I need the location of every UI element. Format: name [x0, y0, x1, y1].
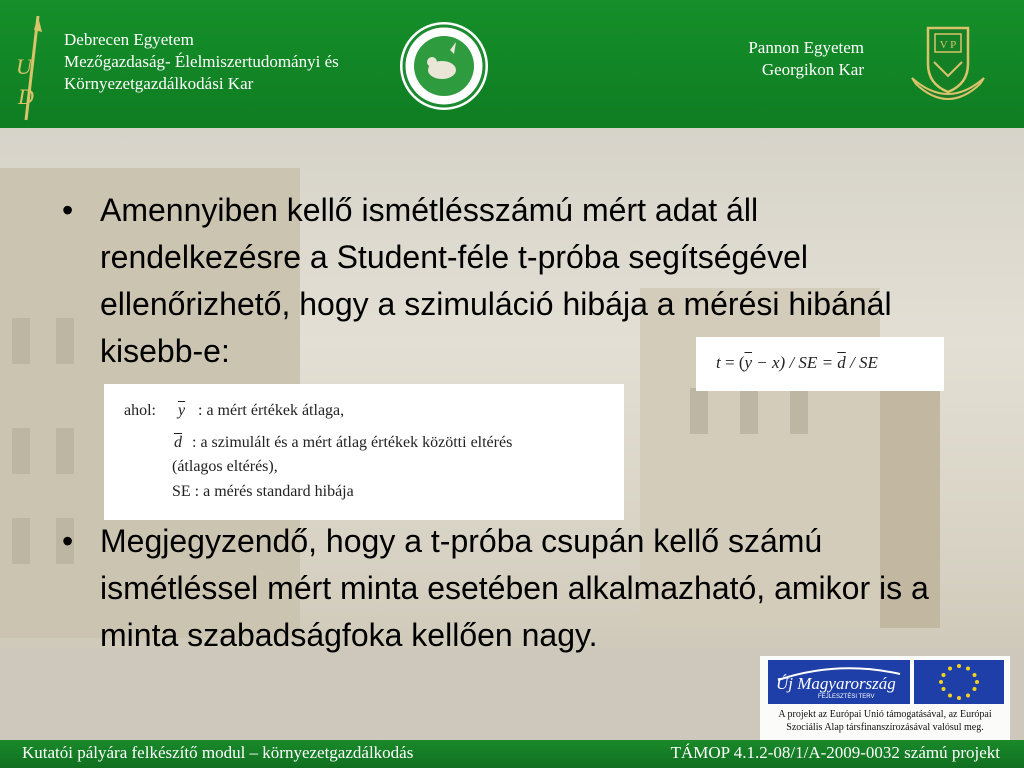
header-left-line-2: Mezőgazdaság- Élelmiszertudományi és	[64, 52, 339, 71]
def-d-symbol: $\overline{d}$	[174, 434, 182, 451]
t-test-formula	[716, 353, 878, 373]
footer-bar	[0, 740, 1024, 768]
formula-eq1: = (	[720, 353, 745, 372]
eu-flag-icon	[914, 660, 1004, 704]
header-left-line-3: Környezetgazdálkodási Kar	[64, 74, 254, 93]
debrecen-university-logo	[12, 12, 52, 122]
formula-t: t	[716, 353, 721, 372]
eu-note-line-2: Szociális Alap társfinanszírozásával valósul meg.	[786, 722, 984, 733]
formula-minus-x: − x) / SE =	[752, 353, 838, 372]
footer-right-text: TÁMOP 4.1.2-08/1/A-2009-0032 számú projekt	[670, 743, 1000, 762]
eu-funding-banner	[760, 656, 1010, 740]
def-y-desc: : a mért értékek átlaga,	[198, 402, 345, 419]
bullet-1-text: Amennyiben kellő ismétlésszámú mért adat áll rendelkezésre a Student-féle t-próba segítségével ellenőrizhető, hogy a szimuláció hibája a mérési hibánál kisebb-e:	[100, 192, 892, 369]
def-d-desc: : a szimulált és a mért átlag értékek közötti eltérés	[192, 434, 513, 451]
bullet-marker: •	[62, 192, 74, 228]
formula-d-bar: $\overline{d}$	[837, 353, 846, 372]
eu-note-line-1: A projekt az Európai Unió támogatásával, az Európai	[778, 709, 992, 720]
bullet-marker: •	[62, 523, 74, 559]
eu-funding-note	[760, 708, 1010, 734]
uj-magyarorszag-text: Új Magyarország	[776, 674, 896, 693]
crest-letters: V P	[939, 39, 957, 51]
uj-magyarorszag-subtext: FEJLESZTÉSI TERV	[818, 694, 875, 700]
header-left-title	[64, 29, 339, 95]
faculty-seal-logo	[398, 20, 490, 112]
pannon-university-crest	[902, 18, 994, 110]
formula-div-se: / SE	[845, 353, 878, 372]
t-test-formula-box	[696, 337, 944, 391]
bullet-2-text: Megjegyzendő, hogy a t-próba csupán kellő számú ismétléssel mért minta esetében alkalmazható, amikor is a minta szabadságfoka kellően nagy.	[100, 523, 929, 653]
footer-left-text: Kutatói pályára felkészítő modul – környezetgazdálkodás	[22, 743, 414, 762]
def-d-desc2: (átlagos eltérés),	[172, 458, 278, 475]
header-bar	[0, 0, 1024, 128]
def-ahol: ahol:	[124, 402, 156, 419]
logo-letter-d: D	[18, 84, 34, 109]
definitions-box	[104, 384, 624, 520]
header-left-line-1: Debrecen Egyetem	[64, 30, 194, 49]
def-se: SE : a mérés standard hibája	[172, 483, 354, 500]
logo-letter-u: U	[16, 54, 32, 79]
header-right-line-1: Pannon Egyetem	[748, 38, 864, 57]
uj-magyarorszag-logo	[768, 660, 910, 704]
def-y-symbol: $\overline{y}$	[178, 402, 186, 419]
header-right-title	[700, 37, 864, 81]
formula-y-bar: $\overline{y}$	[744, 353, 753, 372]
header-right-line-2: Georgikon Kar	[761, 60, 864, 79]
